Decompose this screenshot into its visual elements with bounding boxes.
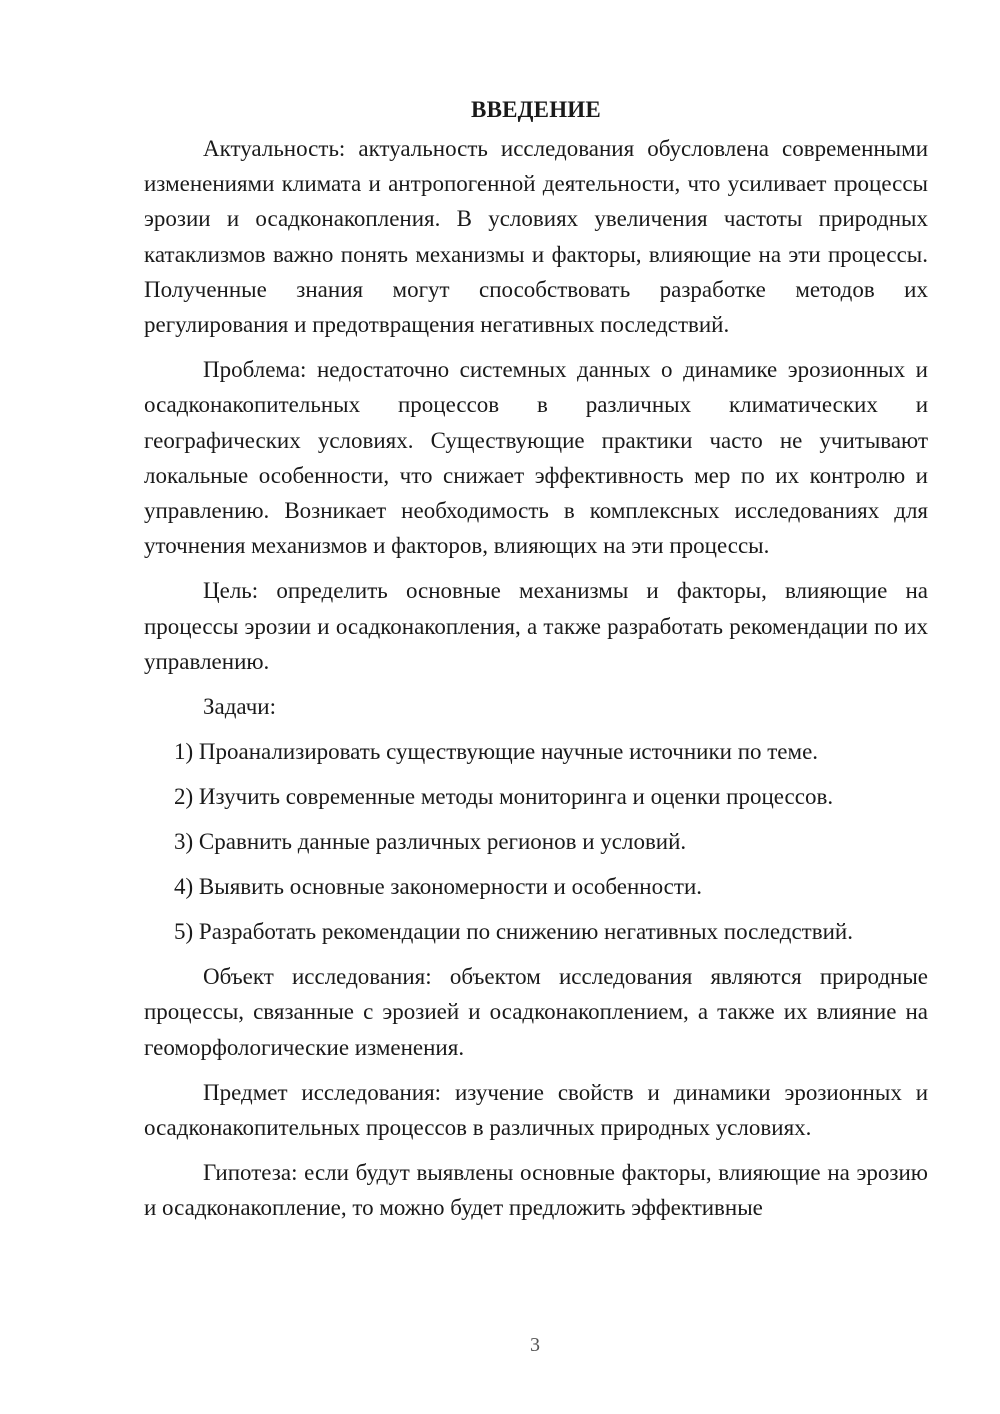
problem-paragraph: Проблема: недостаточно системных данных о динамике эрозионных и осадконакопительных процессов в различных климатических и географических условиях. Существующие практики часто не учитывают локальные особенности, что снижает эффективность мер по их контролю и управлению. Возникает необходимость в комплексных исследованиях для уточнения механизмов и факторов, влияющих на эти процессы. [144, 357, 928, 559]
document-page [144, 90, 928, 1236]
task-item-1: 1) Проанализировать существующие научные источники по теме. [174, 739, 819, 765]
tasks-heading: Задачи: [203, 694, 276, 720]
subject-paragraph: Предмет исследования: изучение свойств и динамики эрозионных и осадконакопительных процессов в различных природных условиях. [144, 1079, 928, 1141]
goal-paragraph: Цель: определить основные механизмы и факторы, влияющие на процессы эрозии и осадконакопления, а также разработать рекомендации по их управлению. [144, 578, 928, 674]
task-item-4: 4) Выявить основные закономерности и особенности. [174, 874, 703, 900]
relevance-paragraph: Актуальность: актуальность исследования обусловлена современными изменениями климата и антропогенной деятельности, что усиливает процессы эрозии и осадконакопления. В условиях увеличения частоты природных катаклизмов важно понять механизмы и факторы, влияющие на эти процессы. Полученные знания могут способствовать разработке методов их регулирования и предотвращения негативных последствий. [144, 136, 928, 338]
page-title: ВВЕДЕНИЕ [471, 97, 601, 122]
tasks-list [144, 734, 928, 949]
task-item-5: 5) Разработать рекомендации по снижению негативных последствий. [174, 919, 853, 945]
hypothesis-paragraph: Гипотеза: если будут выявлены основные факторы, влияющие на эрозию и осадконакопление, то можно будет предложить эффективные [144, 1160, 928, 1221]
page-number: 3 [530, 1334, 540, 1356]
object-paragraph: Объект исследования: объектом исследования являются природные процессы, связанные с эрозией и осадконакоплением, а также их влияние на геоморфологические изменения. [144, 964, 928, 1060]
task-item-2: 2) Изучить современные методы мониторинга и оценки процессов. [174, 784, 834, 810]
task-item-3: 3) Сравнить данные различных регионов и условий. [174, 829, 687, 855]
